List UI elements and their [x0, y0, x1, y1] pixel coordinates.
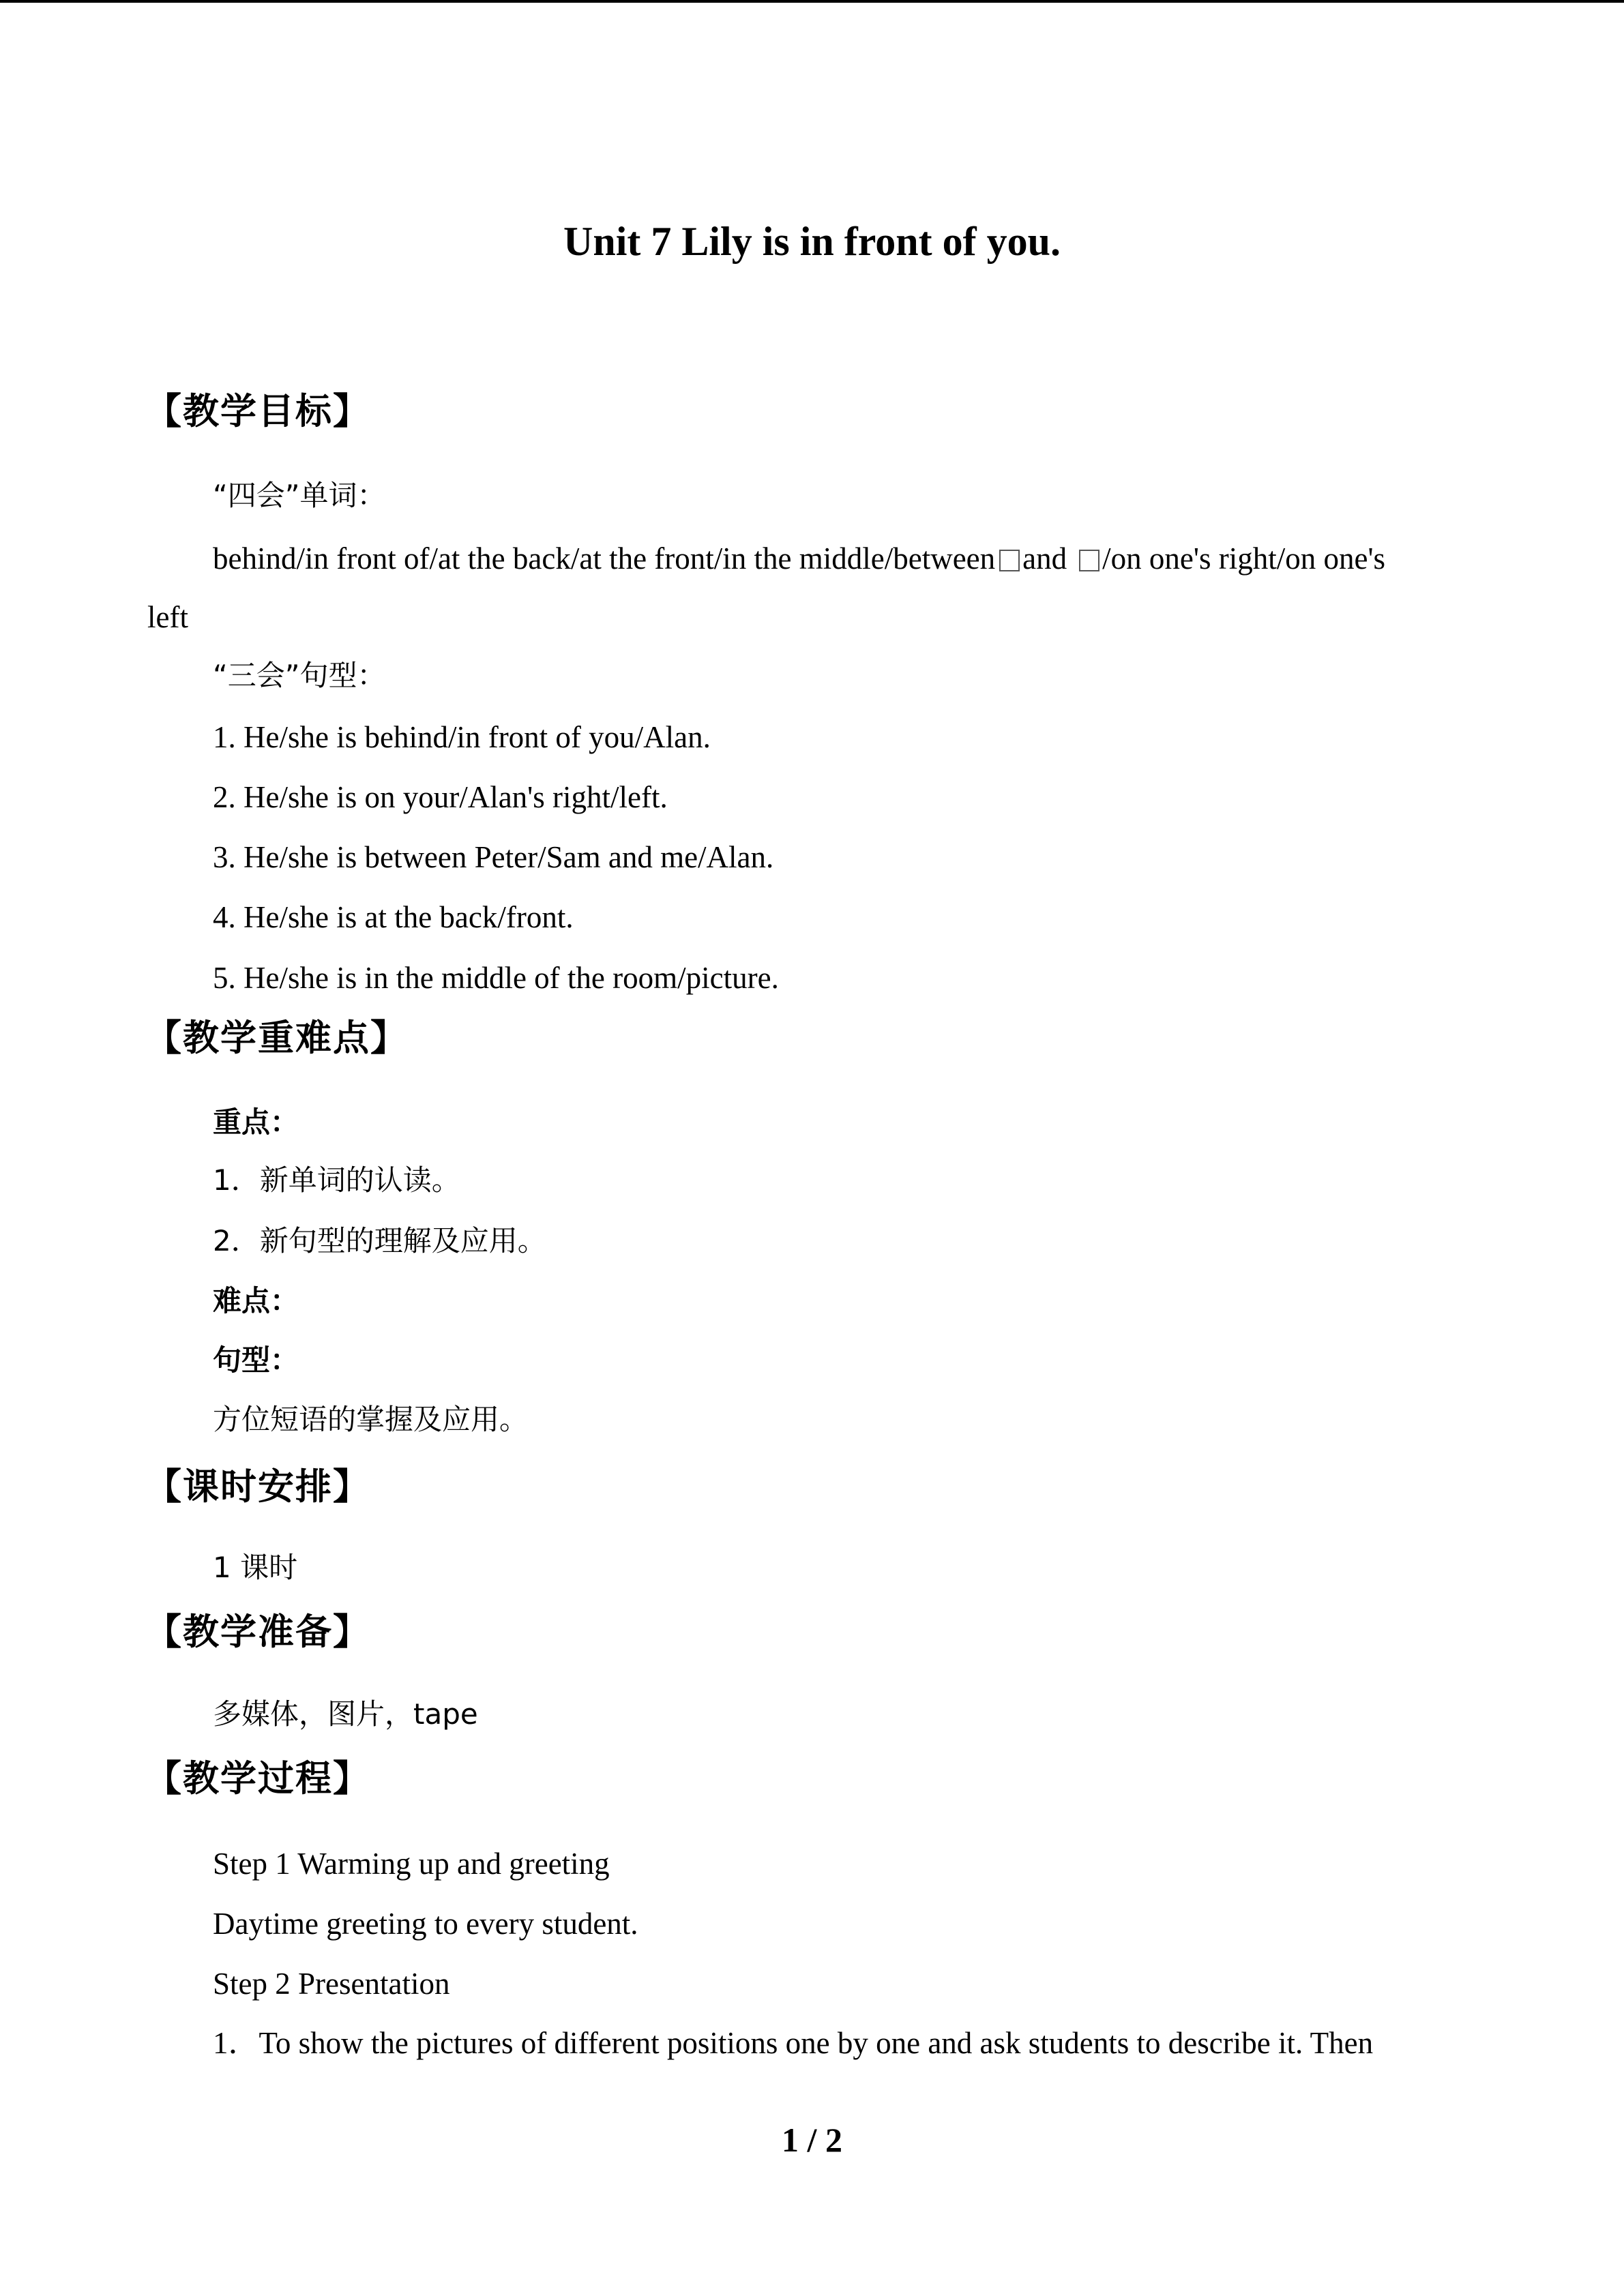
heading-schedule: 【课时安排】: [145, 1466, 370, 1508]
words-line-wrap: left: [147, 600, 188, 634]
pattern-label: 句型：: [213, 1343, 299, 1377]
sentence-4: 4. He/she is at the back/front.: [213, 900, 574, 934]
heading-process: 【教学过程】: [145, 1758, 370, 1800]
four-skills-label: “四会”单词：: [213, 479, 386, 512]
focus-item-2: 2．新句型的理解及应用。: [213, 1224, 546, 1257]
document-title: Unit 7 Lily is in front of you.: [563, 219, 1061, 264]
heading-key-points: 【教学重难点】: [145, 1017, 408, 1059]
sentence-2: 2. He/she is on your/Alan's right/left.: [213, 780, 668, 814]
three-skills-label: “三会”句型：: [213, 659, 386, 692]
sentence-3: 3. He/she is between Peter/Sam and me/Alan.: [213, 840, 774, 874]
sentence-5: 5. He/she is in the middle of the room/picture.: [213, 961, 779, 995]
blank-box-icon: [1079, 550, 1099, 571]
focus-item-1: 1．新单词的认读。: [213, 1163, 460, 1197]
process-line-4: 1．To show the pictures of different positions one by one and ask students to describe it. Then: [213, 2026, 1374, 2060]
process-line-1: Step 1 Warming up and greeting: [213, 1847, 610, 1881]
words-line-part1: behind/in front of/at the back/at the front/in the middle/between: [213, 541, 996, 576]
heading-preparation: 【教学准备】: [145, 1611, 370, 1653]
page-number: 1 / 2: [782, 2121, 842, 2159]
difficulty-label: 难点：: [213, 1284, 299, 1317]
process-line-2: Daytime greeting to every student.: [213, 1907, 638, 1941]
preparation-text: 多媒体，图片，tape: [213, 1697, 478, 1731]
words-line: [213, 539, 1385, 578]
process-line-3: Step 2 Presentation: [213, 1967, 450, 2001]
schedule-text: 1 课时: [213, 1551, 298, 1584]
pattern-text: 方位短语的掌握及应用。: [213, 1403, 529, 1436]
sentence-1: 1. He/she is behind/in front of you/Alan.: [213, 720, 711, 754]
words-line-part2: /on one's right/on one's: [1102, 541, 1386, 576]
focus-label: 重点：: [213, 1105, 299, 1139]
top-border: [0, 0, 1624, 3]
heading-objectives: 【教学目标】: [145, 391, 370, 432]
blank-box-icon: [999, 550, 1020, 571]
words-line-and: and: [1022, 541, 1067, 576]
